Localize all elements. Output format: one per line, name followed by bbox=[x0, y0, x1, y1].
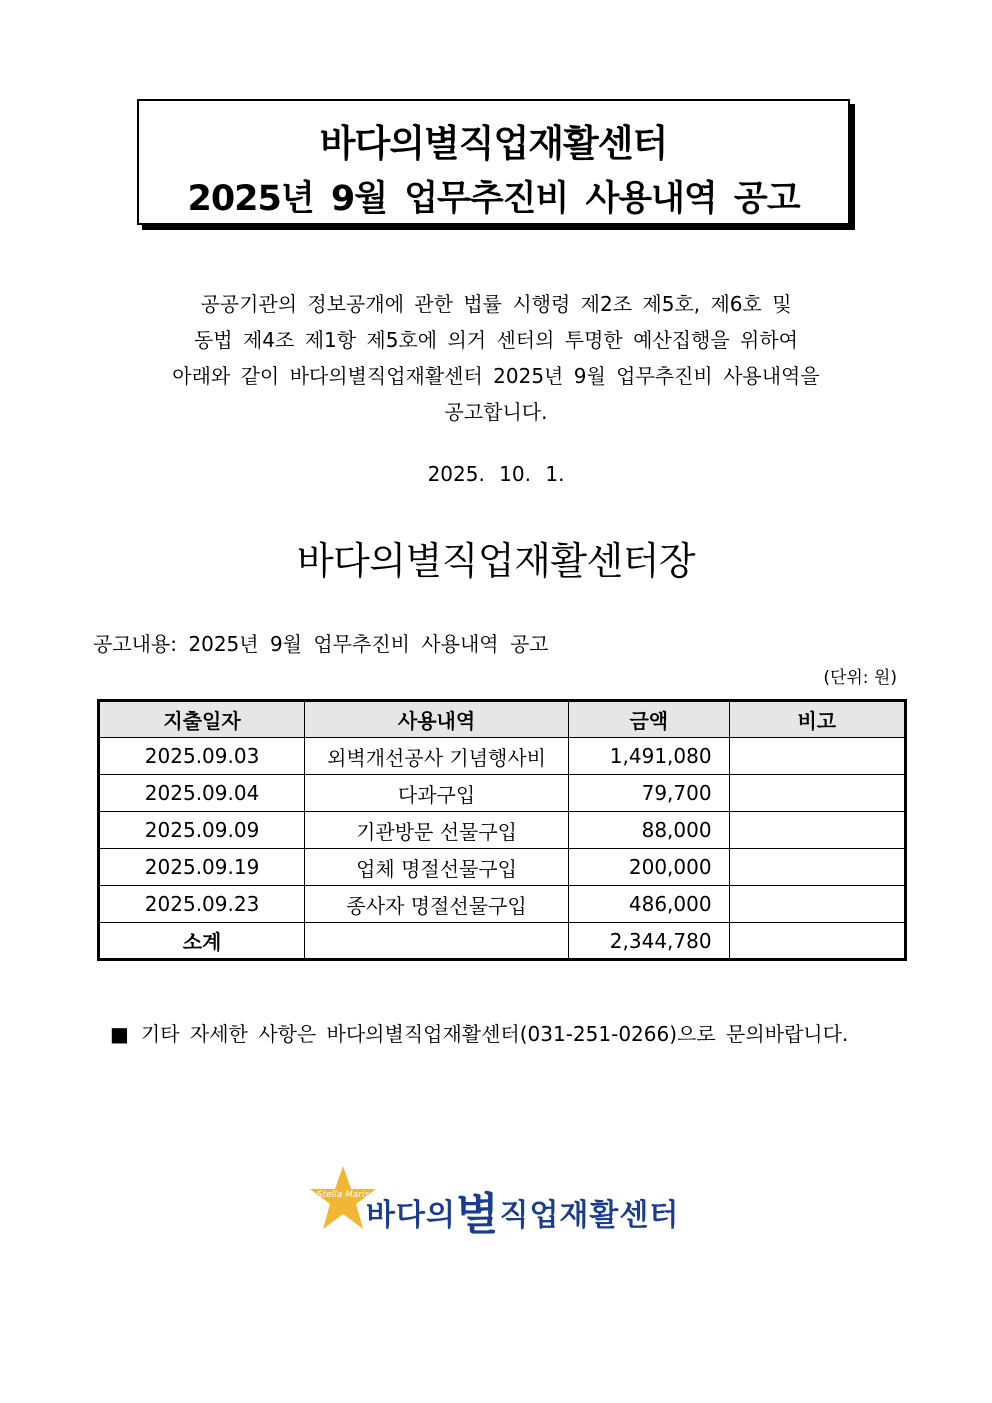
cell-amount: 486,000 bbox=[568, 886, 729, 923]
header-note: 비고 bbox=[729, 701, 905, 738]
table-header-row bbox=[99, 701, 906, 738]
cell-amount: 200,000 bbox=[568, 849, 729, 886]
total-note bbox=[729, 923, 905, 960]
logo-text-pre: 바다의 bbox=[366, 1198, 456, 1233]
intro-line: 동법 제4조 제1항 제5호에 의거 센터의 투명한 예산집행을 위하여 bbox=[193, 328, 799, 352]
header-amount: 금액 bbox=[568, 701, 729, 738]
table-row bbox=[99, 812, 906, 849]
center-logo bbox=[308, 1160, 688, 1240]
title-box bbox=[137, 99, 850, 225]
cell-amount: 79,700 bbox=[568, 775, 729, 812]
square-bullet-icon: ■ bbox=[110, 1022, 129, 1046]
cell-note bbox=[729, 886, 905, 923]
expense-table bbox=[97, 699, 907, 961]
notice-content: 공고내용: 2025년 9월 업무추진비 사용내역 공고 bbox=[93, 632, 549, 656]
title-line-2: 2025년 9월 업무추진비 사용내역 공고 bbox=[187, 179, 800, 219]
cell-description: 다과구입 bbox=[305, 775, 569, 812]
intro-line: 공고합니다. bbox=[444, 400, 548, 424]
header-description: 사용내역 bbox=[305, 701, 569, 738]
footer-note bbox=[110, 1018, 848, 1047]
cell-date: 2025.09.23 bbox=[99, 886, 305, 923]
cell-date: 2025.09.19 bbox=[99, 849, 305, 886]
cell-note bbox=[729, 849, 905, 886]
total-label: 소계 bbox=[99, 923, 305, 960]
announcement-date: 2025. 10. 1. bbox=[427, 462, 565, 486]
intro-paragraph bbox=[100, 286, 892, 430]
cell-note bbox=[729, 738, 905, 775]
cell-amount: 88,000 bbox=[568, 812, 729, 849]
star-text: Stella Maris bbox=[316, 1190, 370, 1200]
total-amount: 2,344,780 bbox=[568, 923, 729, 960]
cell-description: 기관방문 선물구입 bbox=[305, 812, 569, 849]
table-total-row bbox=[99, 923, 906, 960]
cell-note bbox=[729, 775, 905, 812]
logo-text-big: 별 bbox=[455, 1189, 500, 1240]
cell-date: 2025.09.04 bbox=[99, 775, 305, 812]
total-description bbox=[305, 923, 569, 960]
cell-description: 업체 명절선물구입 bbox=[305, 849, 569, 886]
cell-date: 2025.09.03 bbox=[99, 738, 305, 775]
table-row bbox=[99, 738, 906, 775]
cell-note bbox=[729, 812, 905, 849]
cell-description: 외벽개선공사 기념행사비 bbox=[305, 738, 569, 775]
logo-text bbox=[366, 1178, 679, 1242]
table-row bbox=[99, 886, 906, 923]
intro-line: 아래와 같이 바다의별직업재활센터 2025년 9월 업무추진비 사용내역을 bbox=[172, 364, 820, 388]
unit-label: (단위: 원) bbox=[823, 668, 897, 688]
header-date: 지출일자 bbox=[99, 701, 305, 738]
cell-amount: 1,491,080 bbox=[568, 738, 729, 775]
table-row bbox=[99, 775, 906, 812]
cell-description: 종사자 명절선물구입 bbox=[305, 886, 569, 923]
director-title: 바다의별직업재활센터장 bbox=[296, 539, 696, 583]
footer-text: 기타 자세한 사항은 바다의별직업재활센터(031-251-0266)으로 문의바랍니다. bbox=[140, 1022, 849, 1046]
table-row bbox=[99, 849, 906, 886]
title-line-1: 바다의별직업재활센터 bbox=[319, 122, 668, 165]
intro-line: 공공기관의 정보공개에 관한 법률 시행령 제2조 제5호, 제6호 및 bbox=[200, 292, 792, 316]
cell-date: 2025.09.09 bbox=[99, 812, 305, 849]
logo-text-post: 직업재활센터 bbox=[499, 1198, 680, 1233]
